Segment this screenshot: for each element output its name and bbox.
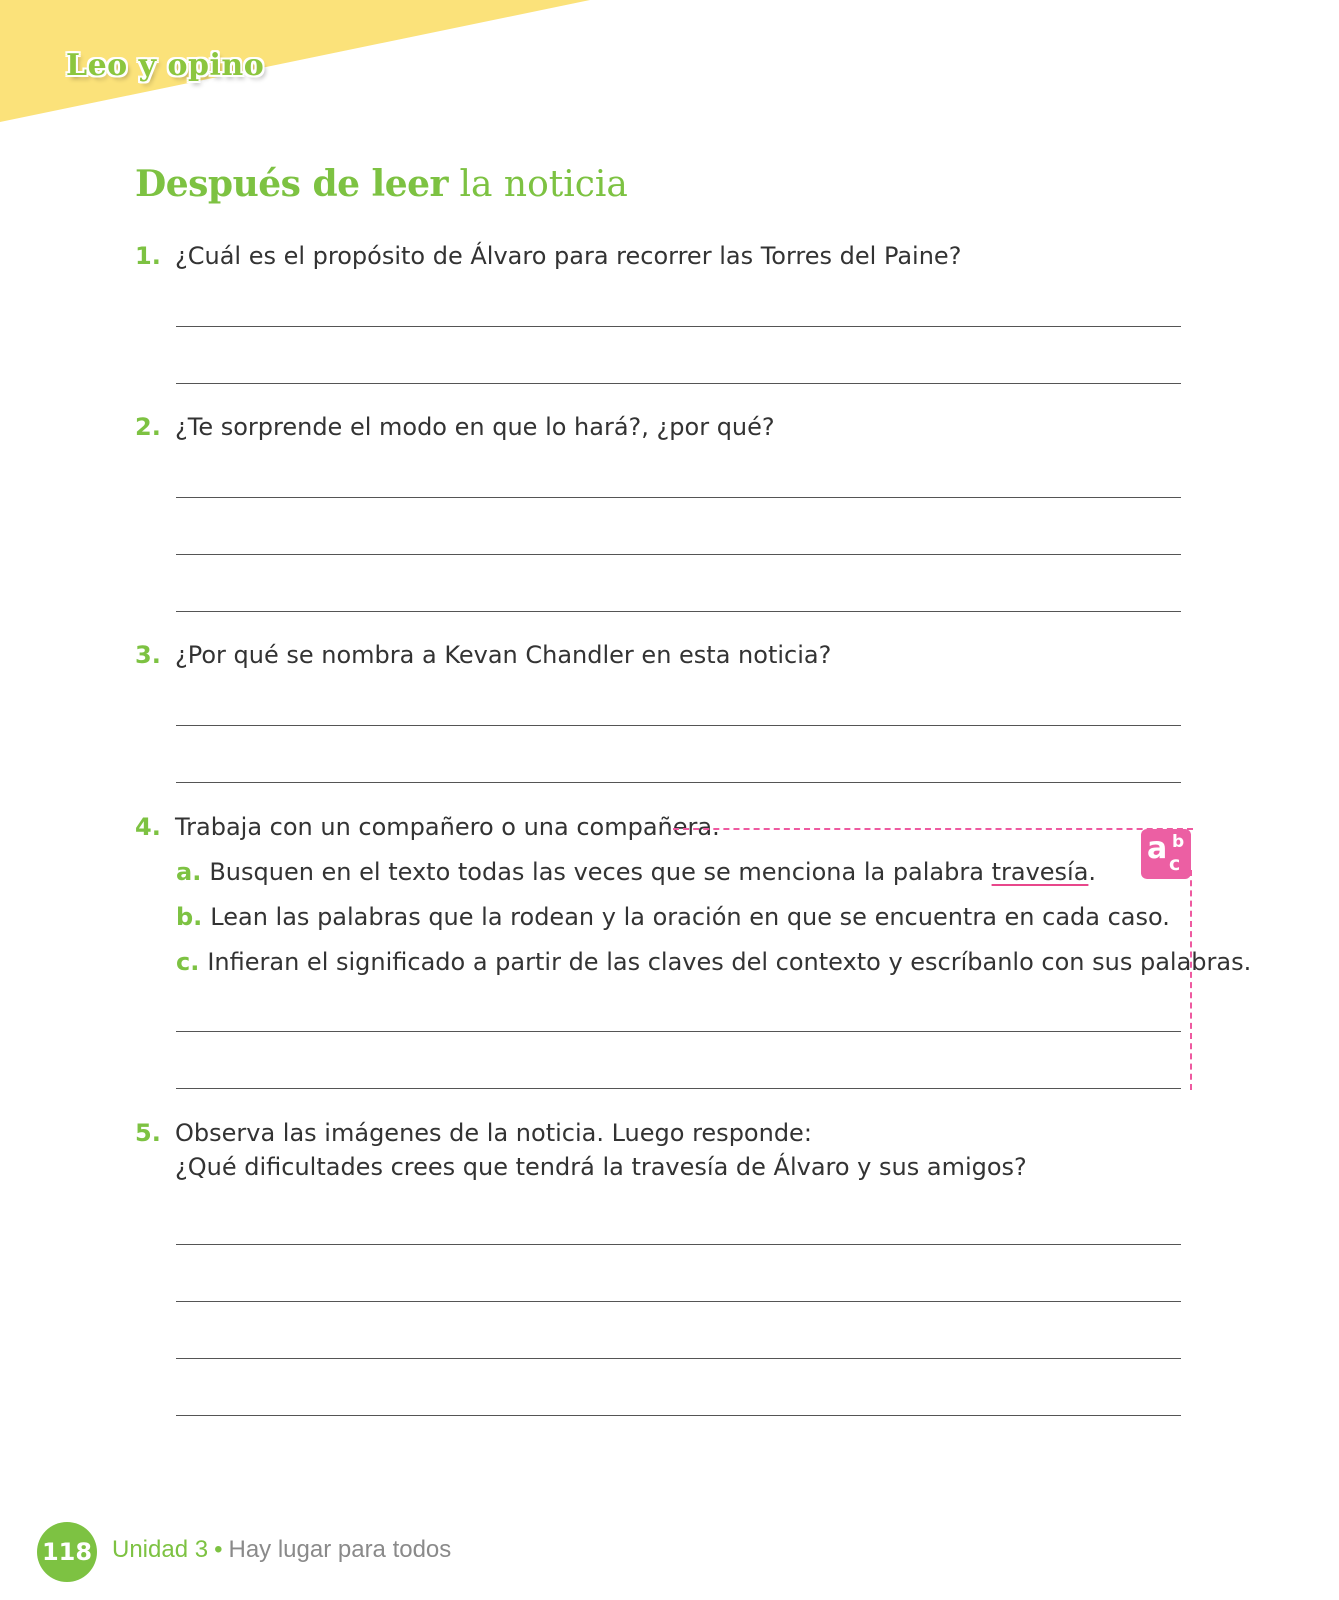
footer-separator: • xyxy=(214,1536,223,1563)
subitem-text: Infieran el significado a partir de las claves del contexto y escríbanlo con sus palabras. xyxy=(207,948,1252,976)
answer-line[interactable] xyxy=(176,1358,1181,1359)
section-tag: Leo y opino xyxy=(66,48,265,83)
page-title-light: la noticia xyxy=(459,164,628,205)
question-text: ¿Por qué se nombra a Kevan Chandler en esta noticia? xyxy=(175,641,832,669)
question-1 xyxy=(135,239,961,273)
subitem-c xyxy=(176,945,1251,979)
answer-line[interactable] xyxy=(176,1301,1181,1302)
question-5 xyxy=(135,1116,812,1150)
abc-letter-c: c xyxy=(1169,853,1181,875)
footer-unit: Unidad 3 xyxy=(112,1536,209,1563)
question-3 xyxy=(135,638,831,672)
page-number: 118 xyxy=(37,1522,97,1582)
answer-line[interactable] xyxy=(176,782,1181,783)
answer-line[interactable] xyxy=(176,1031,1181,1032)
question-text: ¿Cuál es el propósito de Álvaro para recorrer las Torres del Paine? xyxy=(175,242,962,270)
answer-line[interactable] xyxy=(176,611,1181,612)
answer-line[interactable] xyxy=(176,1088,1181,1089)
abc-letter-a: a xyxy=(1147,831,1168,866)
question-number: 4. xyxy=(135,813,161,841)
question-text: ¿Qué dificultades crees que tendrá la travesía de Álvaro y sus amigos? xyxy=(175,1153,1027,1181)
subitem-letter: c. xyxy=(176,948,200,976)
answer-line[interactable] xyxy=(176,383,1181,384)
highlighted-word: travesía xyxy=(991,858,1089,886)
question-number: 5. xyxy=(135,1119,161,1147)
subitem-a xyxy=(176,855,1096,889)
question-number: 3. xyxy=(135,641,161,669)
abc-letter-b: b xyxy=(1172,832,1185,852)
question-4 xyxy=(135,810,720,844)
question-number: 2. xyxy=(135,413,161,441)
question-2 xyxy=(135,410,775,444)
question-number: 1. xyxy=(135,242,161,270)
abc-vocabulary-icon xyxy=(1141,829,1191,879)
page-title-strong: Después de leer xyxy=(135,163,449,205)
subitem-b xyxy=(176,900,1170,934)
question-5-line-2 xyxy=(135,1150,1027,1184)
answer-line[interactable] xyxy=(176,725,1181,726)
answer-line[interactable] xyxy=(176,1244,1181,1245)
subitem-text: Lean las palabras que la rodean y la oración en que se encuentra en cada caso. xyxy=(210,903,1170,931)
dashed-connector xyxy=(1190,870,1192,1090)
question-text: Trabaja con un compañero o una compañera. xyxy=(175,813,720,841)
subitem-text: Busquen en el texto todas las veces que se menciona la palabra xyxy=(209,858,992,886)
subitem-text-end: . xyxy=(1088,858,1097,886)
answer-line[interactable] xyxy=(176,1415,1181,1416)
question-text: ¿Te sorprende el modo en que lo hará?, ¿por qué? xyxy=(175,413,775,441)
answer-line[interactable] xyxy=(176,554,1181,555)
page-title xyxy=(135,163,628,205)
question-text: Observa las imágenes de la noticia. Luego responde: xyxy=(175,1119,812,1147)
subitem-letter: b. xyxy=(176,903,203,931)
dashed-connector xyxy=(673,828,1193,830)
footer-unit-name: Hay lugar para todos xyxy=(228,1536,452,1563)
answer-line[interactable] xyxy=(176,497,1181,498)
answer-line[interactable] xyxy=(176,326,1181,327)
subitem-letter: a. xyxy=(176,858,202,886)
footer xyxy=(112,1536,451,1564)
